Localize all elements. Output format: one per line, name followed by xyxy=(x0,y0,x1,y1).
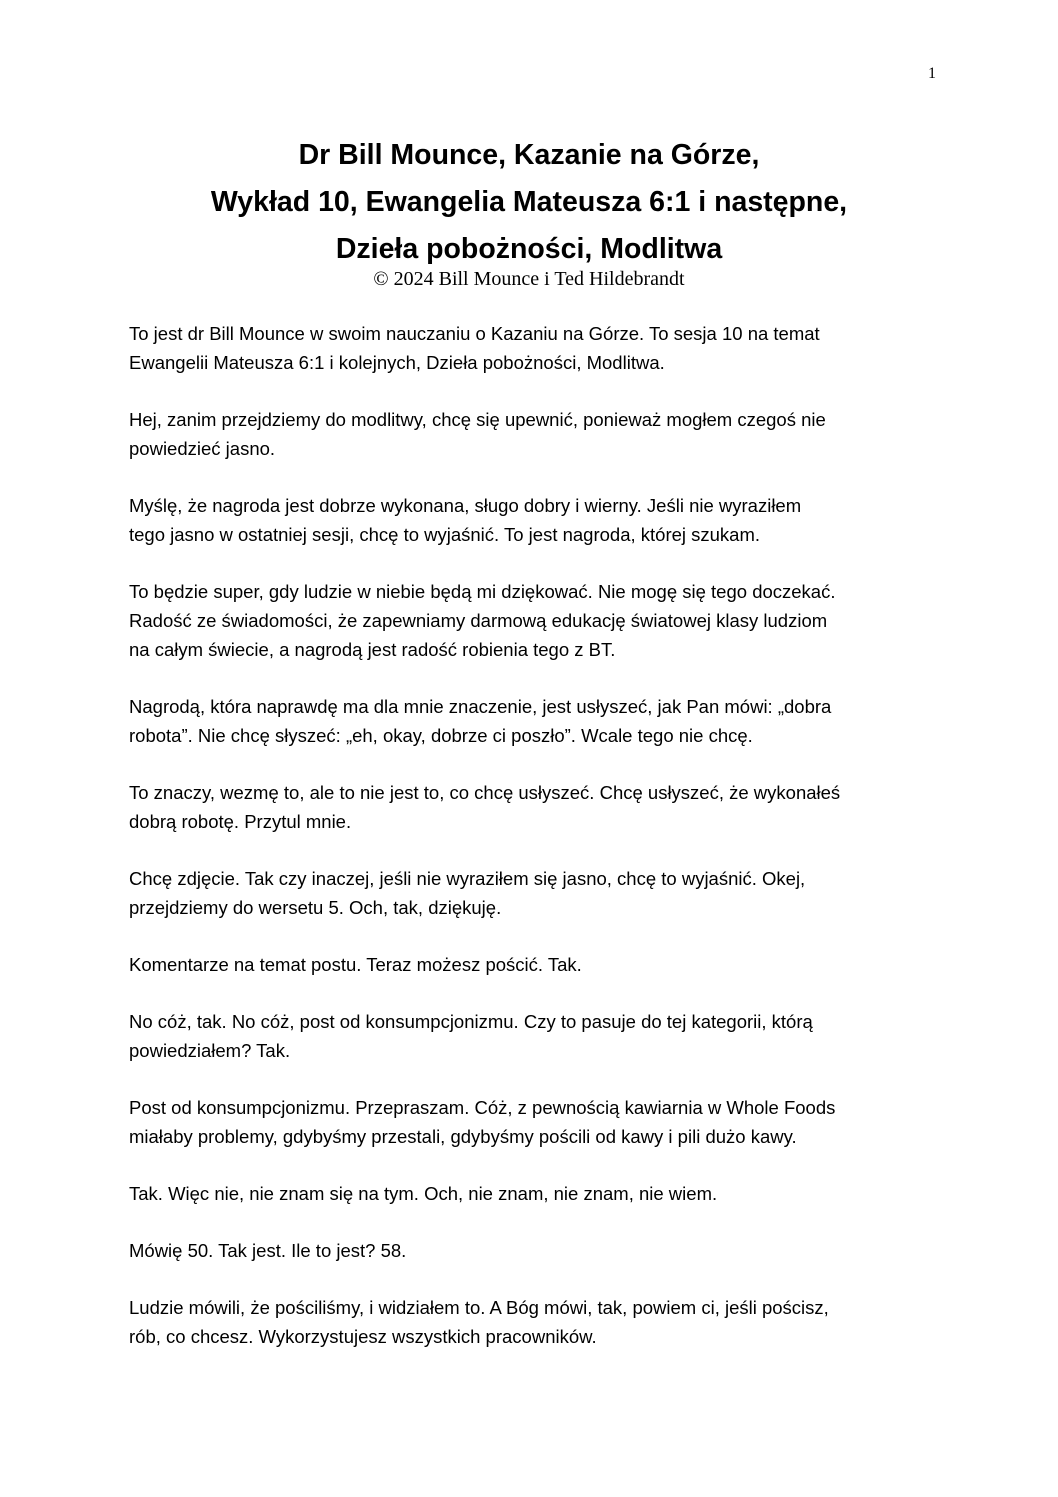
paragraph-line: robota”. Nie chcę słyszeć: „eh, okay, dobrze ci poszło”. Wcale tego nie chcę. xyxy=(129,725,753,746)
paragraph-9 xyxy=(129,1007,939,1065)
paragraph-line: rób, co chcesz. Wykorzystujesz wszystkich pracowników. xyxy=(129,1326,597,1347)
paragraph-line: przejdziemy do wersetu 5. Och, tak, dziękuję. xyxy=(129,897,502,918)
paragraph-line: Mówię 50. Tak jest. Ile to jest? 58. xyxy=(129,1240,407,1261)
paragraph-12 xyxy=(129,1236,939,1265)
paragraph-line: Ewangelii Mateusza 6:1 i kolejnych, Dzieła pobożności, Modlitwa. xyxy=(129,352,665,373)
paragraph-line: Post od konsumpcjonizmu. Przepraszam. Cóż, z pewnością kawiarnia w Whole Foods xyxy=(129,1097,836,1118)
paragraph-line: dobrą robotę. Przytul mnie. xyxy=(129,811,352,832)
paragraph-line: Tak. Więc nie, nie znam się na tym. Och, nie znam, nie znam, nie wiem. xyxy=(129,1183,718,1204)
paragraph-line: Ludzie mówili, że pościliśmy, i widziałem to. A Bóg mówi, tak, powiem ci, jeśli pościsz, xyxy=(129,1297,829,1318)
paragraph-13 xyxy=(129,1293,939,1351)
paragraph-line: No cóż, tak. No cóż, post od konsumpcjonizmu. Czy to pasuje do tej kategorii, którą xyxy=(129,1011,813,1032)
paragraph-line: To znaczy, wezmę to, ale to nie jest to, co chcę usłyszeć. Chcę usłyszeć, że wykonałeś xyxy=(129,782,841,803)
paragraph-1 xyxy=(129,319,939,377)
paragraph-line: powiedzieć jasno. xyxy=(129,438,276,459)
paragraph-line: tego jasno w ostatniej sesji, chcę to wyjaśnić. To jest nagroda, której szukam. xyxy=(129,524,761,545)
paragraph-line: miałaby problemy, gdybyśmy przestali, gdybyśmy pościli od kawy i pili dużo kawy. xyxy=(129,1126,797,1147)
page-number: 1 xyxy=(928,65,936,82)
paragraph-line: powiedziałem? Tak. xyxy=(129,1040,291,1061)
paragraph-5 xyxy=(129,692,939,750)
title-line-1: Dr Bill Mounce, Kazanie na Górze, xyxy=(298,139,760,171)
paragraph-2 xyxy=(129,405,939,463)
paragraph-7 xyxy=(129,864,939,922)
paragraph-line: Nagrodą, która naprawdę ma dla mnie znaczenie, jest usłyszeć, jak Pan mówi: „dobra xyxy=(129,696,832,717)
title-line-3: Dzieła pobożności, Modlitwa xyxy=(335,233,723,265)
paragraph-line: na całym świecie, a nagrodą jest radość robienia tego z BT. xyxy=(129,639,616,660)
document-body xyxy=(129,319,939,1379)
paragraph-line: To jest dr Bill Mounce w swoim nauczaniu o Kazaniu na Górze. To sesja 10 na temat xyxy=(129,323,820,344)
document-header xyxy=(60,132,998,291)
paragraph-line: Radość ze świadomości, że zapewniamy darmową edukację światowej klasy ludziom xyxy=(129,610,828,631)
paragraph-11 xyxy=(129,1179,939,1208)
paragraph-line: Komentarze na temat postu. Teraz możesz pościć. Tak. xyxy=(129,954,582,975)
paragraph-6 xyxy=(129,778,939,836)
paragraph-line: Chcę zdjęcie. Tak czy inaczej, jeśli nie wyraziłem się jasno, chcę to wyjaśnić. Okej, xyxy=(129,868,806,889)
paragraph-line: Myślę, że nagroda jest dobrze wykonana, sługo dobry i wierny. Jeśli nie wyraziłem xyxy=(129,495,802,516)
paragraph-3 xyxy=(129,491,939,549)
paragraph-8 xyxy=(129,950,939,979)
paragraph-line: To będzie super, gdy ludzie w niebie będą mi dziękować. Nie mogę się tego doczekać. xyxy=(129,581,836,602)
title-line-2: Wykład 10, Ewangelia Mateusza 6:1 i następne, xyxy=(210,186,848,218)
paragraph-4 xyxy=(129,577,939,664)
paragraph-line: Hej, zanim przejdziemy do modlitwy, chcę się upewnić, ponieważ mogłem czegoś nie xyxy=(129,409,826,430)
paragraph-10 xyxy=(129,1093,939,1151)
copyright-notice: © 2024 Bill Mounce i Ted Hildebrandt xyxy=(373,268,685,290)
